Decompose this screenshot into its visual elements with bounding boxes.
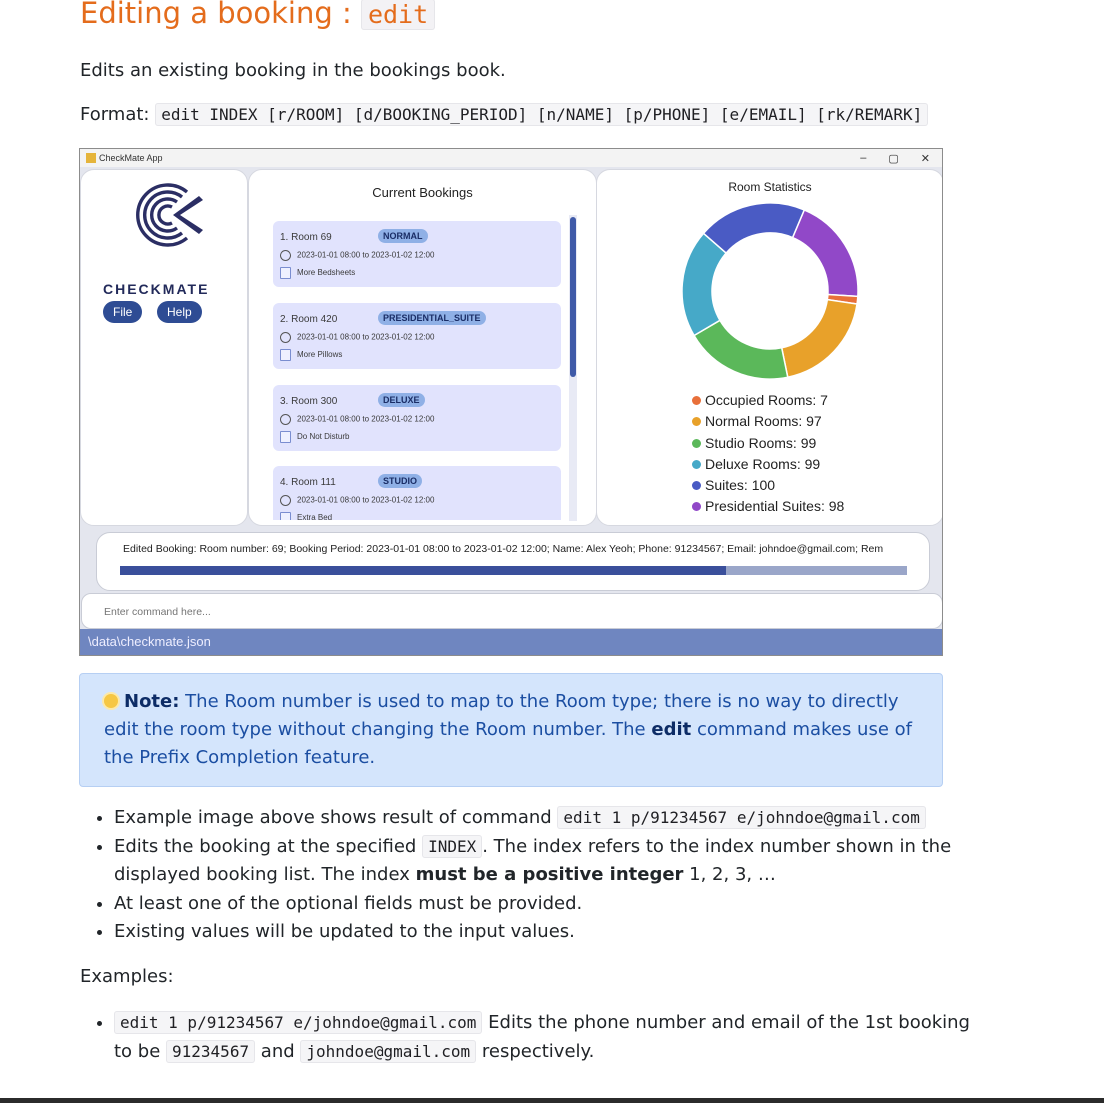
bookings-panel [248, 169, 597, 526]
intro-text: Edits an existing booking in the bookings book. [80, 60, 506, 81]
list-item [114, 804, 974, 833]
booking-card[interactable] [273, 303, 561, 369]
remark-icon [280, 267, 291, 279]
booking-type-badge: NORMAL [378, 229, 428, 243]
checkmate-logo-icon [125, 178, 203, 252]
example-code: 91234567 [166, 1040, 255, 1063]
bottom-divider [0, 1098, 1104, 1103]
clock-icon [280, 495, 291, 506]
booking-room-label: 1. Room 69 [280, 232, 332, 243]
point-bold: must be a positive integer [415, 864, 684, 885]
point-code: INDEX [422, 835, 482, 858]
legend-item [692, 454, 844, 475]
app-icon [86, 153, 96, 163]
list-item [114, 890, 974, 919]
donut-slice [793, 210, 858, 296]
note-box [79, 673, 943, 787]
donut-slice [682, 233, 726, 335]
bookings-title: Current Bookings [372, 185, 473, 200]
point-text: At least one of the optional fields must be provided. [114, 892, 583, 914]
booking-room-label: 2. Room 420 [280, 314, 338, 325]
legend-item [692, 475, 844, 496]
scrollbar-thumb[interactable] [570, 217, 576, 377]
booking-card[interactable] [273, 466, 561, 520]
point-text: . The index refers to the index number shown in the displayed booking list. The index [114, 835, 952, 885]
legend-dot [692, 460, 701, 469]
list-item [114, 918, 974, 947]
booking-period: 2023-01-01 08:00 to 2023-01-02 12:00 [297, 414, 435, 424]
example-text: and [255, 1040, 301, 1062]
note-text-1: The Room number is used to map to the Room type; there is no way to directly edit the room type without changing the Room number. The [104, 691, 899, 740]
progress-fill [120, 566, 726, 575]
legend-dot [692, 439, 701, 448]
booking-period: 2023-01-01 08:00 to 2023-01-02 12:00 [297, 495, 435, 505]
note-label: Note: [124, 691, 180, 712]
app-titlebar [80, 149, 942, 167]
booking-room-label: 3. Room 300 [280, 396, 338, 407]
booking-remark: Do Not Disturb [297, 432, 350, 442]
command-box [81, 593, 943, 629]
legend-item [692, 390, 844, 411]
close-icon[interactable]: ✕ [920, 152, 930, 165]
legend-label: Occupied Rooms: 7 [705, 392, 828, 408]
legend-item [692, 433, 844, 454]
donut-slice [694, 320, 788, 379]
booking-card[interactable] [273, 385, 561, 451]
point-text: Edits the booking at the specified [114, 835, 423, 857]
clock-icon [280, 332, 291, 343]
booking-type-badge: STUDIO [378, 474, 422, 488]
status-bar [80, 629, 942, 655]
legend-dot [692, 396, 701, 405]
stats-title: Room Statistics [728, 180, 812, 194]
donut-slice [782, 300, 857, 378]
format-label: Format: [80, 104, 156, 125]
example-text: Edits the phone number and email of the 1st booking to be [114, 1012, 970, 1062]
booking-room-label: 4. Room 111 [280, 477, 336, 488]
app-window-title: CheckMate App [99, 153, 163, 163]
title-text: Editing a booking : [80, 0, 361, 30]
minimize-icon[interactable]: – [860, 151, 867, 164]
logo-panel [80, 169, 248, 526]
command-input[interactable] [104, 606, 504, 618]
booking-remark: Extra Bed [297, 513, 333, 520]
legend-item [692, 411, 844, 432]
booking-card[interactable] [273, 221, 561, 287]
point-text: Existing values will be updated to the input values. [114, 921, 575, 942]
file-menu-button[interactable]: File [103, 301, 142, 323]
note-bold-edit: edit [651, 719, 692, 740]
format-syntax: edit INDEX [r/ROOM] [d/BOOKING_PERIOD] [n/NAME] [p/PHONE] [e/EMAIL] [rk/REMARK] [155, 103, 928, 126]
legend-dot [692, 481, 701, 490]
result-progress-bar[interactable] [120, 566, 907, 575]
booking-remark: More Bedsheets [297, 268, 356, 278]
remark-icon [280, 431, 291, 443]
booking-card-clip [249, 466, 579, 520]
booking-period: 2023-01-01 08:00 to 2023-01-02 12:00 [297, 332, 435, 342]
donut-slice [704, 203, 805, 253]
example-code: edit 1 p/91234567 e/johndoe@gmail.com [114, 1011, 482, 1034]
bookings-scrollbar[interactable] [569, 215, 577, 521]
maximize-icon[interactable]: ▢ [888, 152, 899, 165]
app-screenshot [79, 148, 943, 656]
clock-icon [280, 250, 291, 261]
legend-item [692, 496, 844, 517]
examples-heading: Examples: [80, 966, 174, 987]
legend-label: Normal Rooms: 97 [705, 413, 822, 430]
note-text-2: command makes use of the Prefix Completion feature. [104, 719, 912, 768]
legend-label: Studio Rooms: 99 [705, 434, 817, 451]
result-message: Edited Booking: Room number: 69; Booking Period: 2023-01-01 08:00 to 2023-01-02 12:00; Name: Alex Yeoh; Phone: 91234567; Email: johndoe@gmail.com; Rem [123, 543, 884, 555]
page-title [80, 0, 435, 30]
result-display [96, 532, 930, 591]
stats-legend [692, 390, 844, 518]
booking-type-badge: DELUXE [378, 393, 425, 407]
list-item [114, 1009, 974, 1066]
remark-icon [280, 349, 291, 361]
booking-type-badge: PRESIDENTIAL_SUITE [378, 311, 486, 325]
list-item [114, 833, 974, 890]
point-code: edit 1 p/91234567 e/johndoe@gmail.com [557, 806, 925, 829]
lightbulb-icon [104, 694, 118, 708]
status-file-path: \data\checkmate.json [88, 634, 211, 649]
legend-label: Suites: 100 [705, 477, 776, 494]
stats-panel [596, 169, 943, 526]
remark-icon [280, 512, 291, 520]
logo-wordmark: CHECKMATE [103, 281, 210, 297]
clock-icon [280, 414, 291, 425]
point-text: Example image above shows result of command [114, 807, 558, 828]
point-text: 1, 2, 3, … [683, 864, 776, 885]
booking-period: 2023-01-01 08:00 to 2023-01-02 12:00 [297, 250, 435, 260]
legend-dot [692, 417, 701, 426]
room-stats-donut [682, 203, 858, 379]
examples-list [80, 1009, 974, 1066]
booking-remark: More Pillows [297, 350, 343, 360]
help-menu-button[interactable]: Help [157, 301, 202, 323]
example-text: respectively. [476, 1040, 595, 1062]
format-line [80, 104, 928, 125]
title-command-code: edit [361, 0, 435, 30]
legend-dot [692, 502, 701, 511]
legend-label: Deluxe Rooms: 99 [705, 455, 821, 472]
details-list [80, 804, 974, 947]
example-code: johndoe@gmail.com [300, 1040, 476, 1063]
legend-label: Presidential Suites: 98 [705, 498, 845, 515]
